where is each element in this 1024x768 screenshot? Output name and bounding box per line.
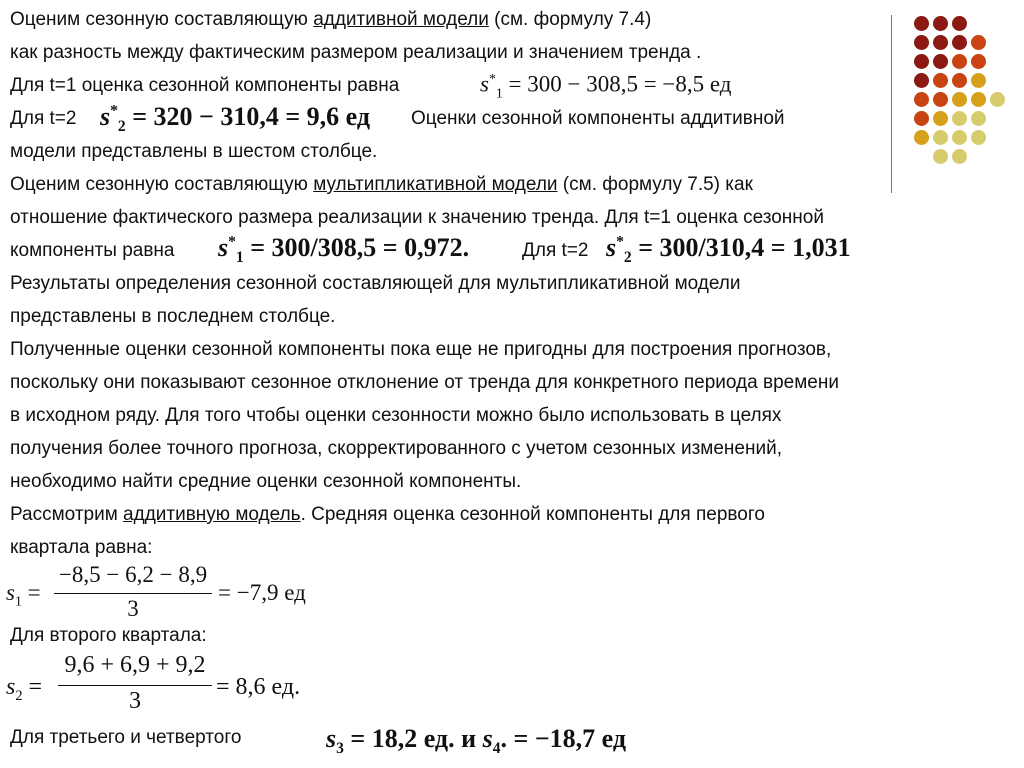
formula-lhs: $s_1$ = [6,580,41,609]
formula-expression: . = −18,7 ед [500,724,626,753]
paragraph-line-19: Для третьего и четвертого [10,727,242,748]
divider-line [891,15,892,193]
paragraph-line-15: необходимо найти средние оценки сезонной компоненты. [10,471,522,492]
formula-sup: * [228,233,236,251]
formula-symbol: s [480,71,489,97]
decorative-dot [914,16,929,31]
underlined-term: мультипликативной модели [313,174,558,195]
decorative-dot [990,92,1005,107]
formula-multiplicative-t1 [218,233,469,267]
decorative-dot [933,149,948,164]
decorative-dot [933,111,948,126]
fraction-bar [58,685,212,686]
fraction-denominator: 3 [129,688,141,714]
paragraph-line-17: квартала равна: [10,537,153,558]
formula-sub: 3 [336,740,344,758]
formula-sub: 1 [495,85,503,101]
paragraph-line-14: получения более точного прогноза, скорректированного с учетом сезонных изменений, [10,438,782,459]
decorative-dot [914,92,929,107]
formula-sub: 4 [492,740,501,758]
paragraph-line-10: представлены в последнем столбце. [10,306,336,327]
formula-symbol: s [6,580,15,605]
paragraph-line-6 [10,173,753,197]
decorative-dot [933,130,948,145]
formula-sub: 2 [623,249,632,267]
fraction-denominator: 3 [127,596,139,621]
decorative-dot [971,92,986,107]
formula-average-q2 [6,652,326,716]
formula-lhs: $s_2$ = [6,674,43,704]
decorative-dot [952,130,967,145]
paragraph-line-8b: Для t=2 [522,240,589,261]
paragraph-line-18: Для второго квартала: [10,625,207,646]
decorative-dot [952,111,967,126]
paragraph-line-2: как разность между фактическим размером реализации и значением тренда . [10,42,702,63]
formula-expression: = 300/310,4 = 1,031 [631,233,851,262]
formula-additive-t1 [480,71,732,101]
formula-symbol: s [606,233,617,262]
formula-symbol: s [100,102,111,131]
formula-sup: * [616,233,624,251]
formula-additive-t2 [100,102,370,136]
decorative-dot [971,111,986,126]
formula-average-q1 [6,562,326,622]
fraction-numerator: −8,5 − 6,2 − 8,9 [58,562,208,587]
decorative-dot [971,54,986,69]
formula-averages-q3-q4 [326,724,626,758]
decorative-dot [971,130,986,145]
paragraph-line-13: в исходном ряду. Для того чтобы оценки сезонности можно было использовать в целях [10,405,782,426]
paragraph-line-11: Полученные оценки сезонной компоненты пока еще не пригодны для построения прогнозов, [10,339,832,360]
decorative-dot [914,73,929,88]
formula-sub: 2 [15,687,23,704]
decorative-dot [933,54,948,69]
formula-sub: 2 [117,118,126,136]
underlined-term: аддитивную модель [123,504,301,525]
decorative-dot [952,35,967,50]
text-segment: . Средняя оценка сезонной компоненты для первого [300,504,765,525]
paragraph-line-12: поскольку они показывают сезонное отклонение от тренда для конкретного периода времени [10,372,839,393]
text-segment: Оценим сезонную составляющую [10,9,314,30]
decorative-dot [933,92,948,107]
fraction-numerator: 9,6 + 6,9 + 9,2 [64,652,206,678]
formula-symbol: s [6,674,16,700]
formula-sub: 1 [235,249,244,267]
paragraph-line-8a: компоненты равна [10,240,175,261]
underlined-term: аддитивной модели [313,9,489,30]
decorative-dot [952,54,967,69]
paragraph-line-4b: Оценки сезонной компоненты аддитивной [411,108,785,129]
paragraph-line-4a: Для t=2 [10,108,77,129]
formula-symbol: s [482,724,493,753]
paragraph-line-1 [10,8,651,32]
fraction-bar [54,593,212,594]
formula-symbol: s [326,724,337,753]
decorative-dot [914,130,929,145]
text-segment: (см. формулу 7.4) [488,9,652,30]
decorative-dot [971,73,986,88]
decorative-dot [952,73,967,88]
formula-symbol: s [218,233,229,262]
formula-expression: = 18,2 ед. и [343,724,483,753]
decorative-dot [933,73,948,88]
formula-expression: = 300/308,5 = 0,972. [243,233,470,262]
text-segment: Рассмотрим [10,504,124,525]
formula-sub: 1 [14,593,22,609]
decorative-dot [952,149,967,164]
paragraph-line-9: Результаты определения сезонной составляющей для мультипликативной модели [10,273,741,294]
decorative-dot [914,54,929,69]
text-segment: (см. формулу 7.5) как [557,174,753,195]
decorative-dot [952,16,967,31]
paragraph-line-3: Для t=1 оценка сезонной компоненты равна [10,75,400,96]
decorative-dot [933,16,948,31]
formula-expression: = 300 − 308,5 = −8,5 ед [502,71,732,97]
paragraph-line-5: модели представлены в шестом столбце. [10,141,378,162]
decorative-dot [914,111,929,126]
decorative-dot [952,92,967,107]
decorative-dot [971,35,986,50]
paragraph-line-16 [10,503,765,527]
formula-expression: = 320 − 310,4 = 9,6 ед [125,102,371,131]
formula-sup: * [110,102,118,120]
formula-multiplicative-t2 [606,233,851,267]
formula-rhs: = −7,9 ед [218,580,306,605]
text-segment: Оценим сезонную составляющую [10,174,314,195]
formula-rhs: = 8,6 ед. [216,674,301,700]
decorative-dot [914,35,929,50]
formula-sup: * [488,71,496,86]
paragraph-line-7: отношение фактического размера реализации к значению тренда. Для t=1 оценка сезонной [10,207,824,228]
decorative-dot [933,35,948,50]
